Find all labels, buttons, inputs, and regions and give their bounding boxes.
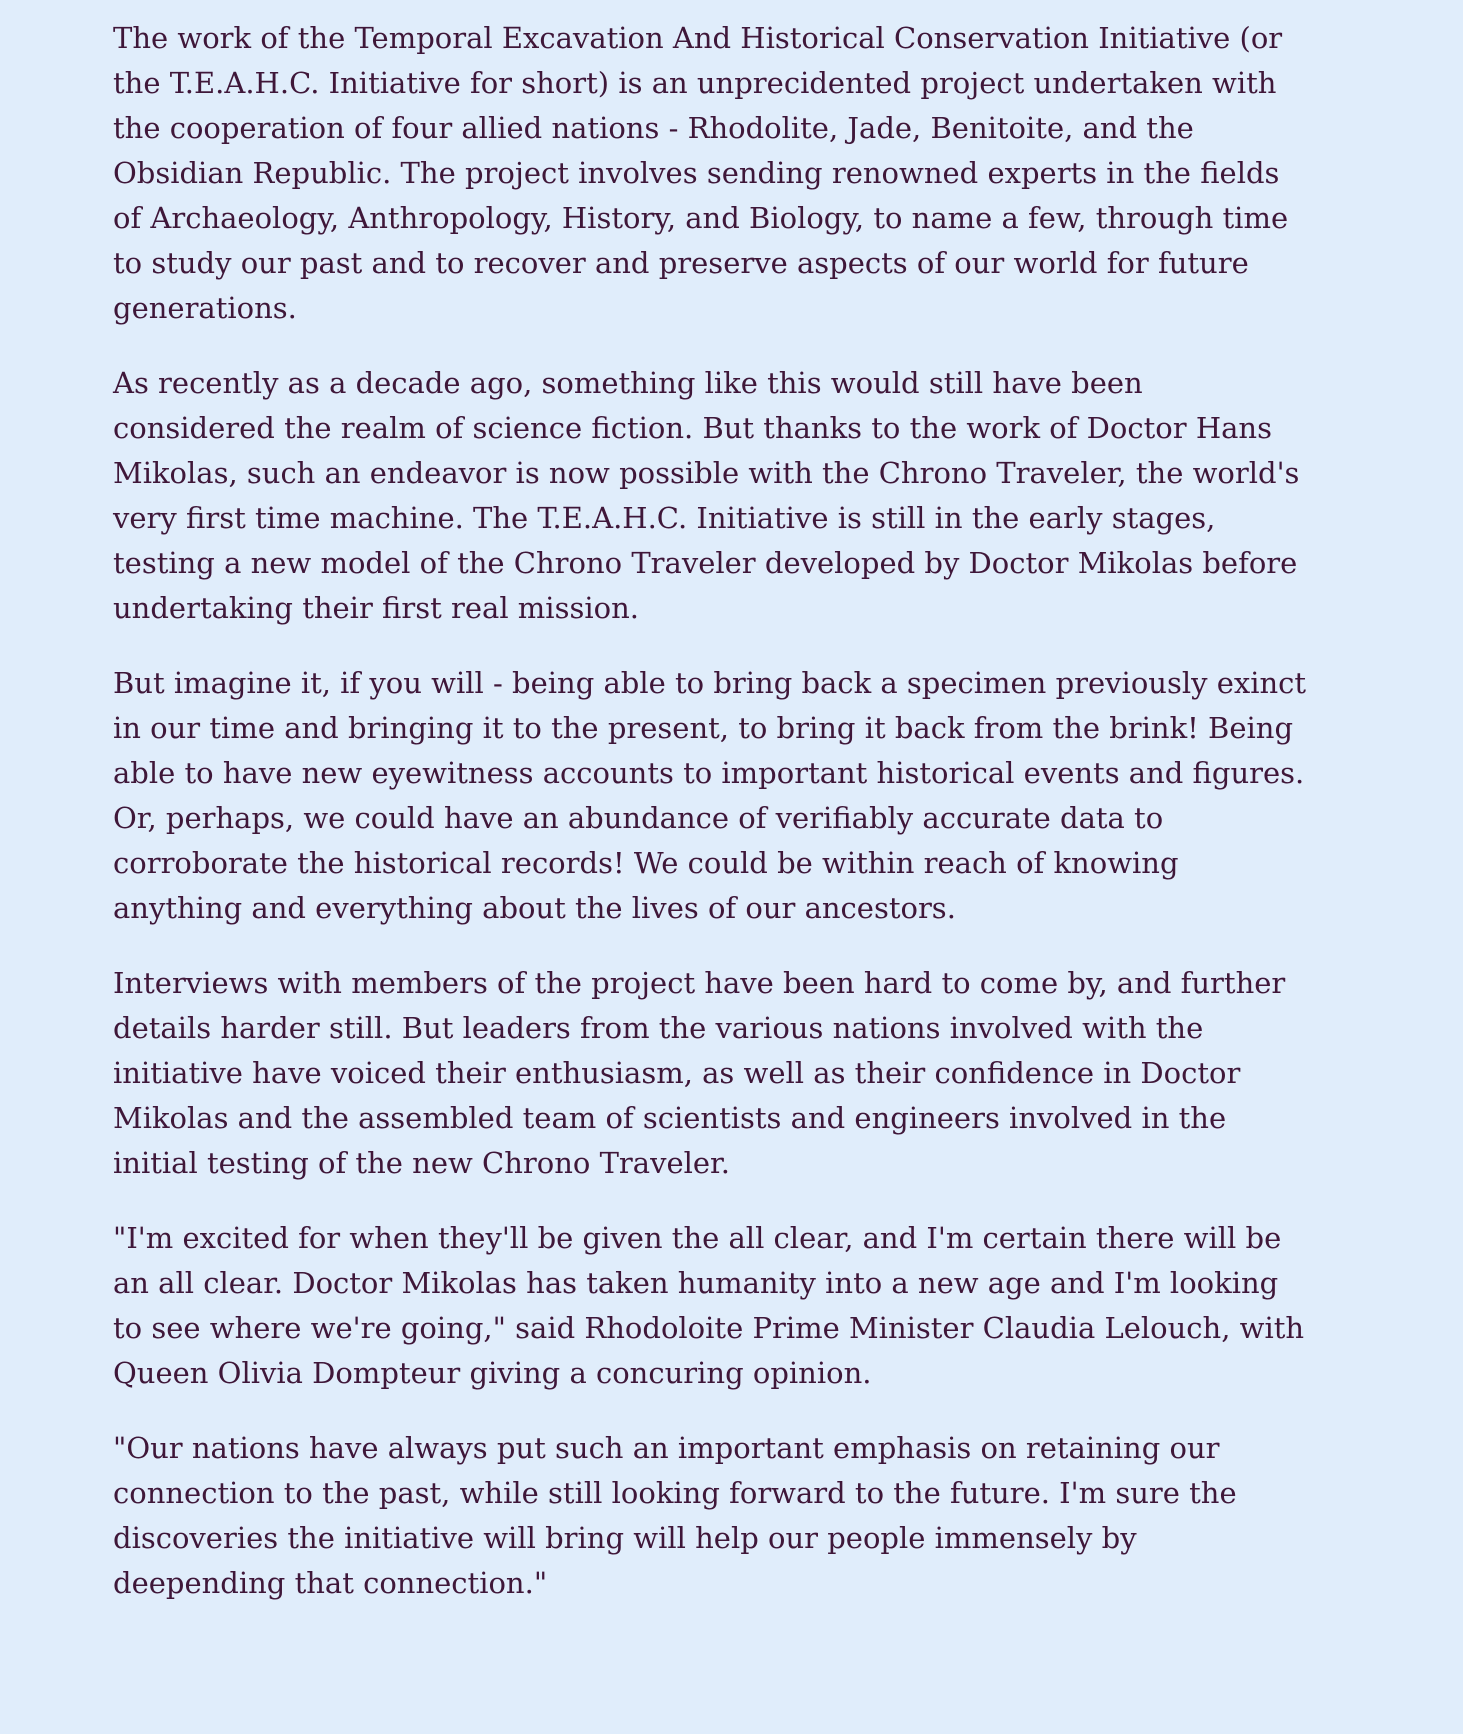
paragraph-quote-nations: "Our nations have always put such an important emphasis on retaining our connection to the past, while still looking forward to the future. I'm sure the discoveries the initiative will bring will help our people immensely by deepending that connection." [113,1431,1237,1600]
paragraph-possibilities: But imagine it, if you will - being able to bring back a specimen previously exinct in our time and bringing it to the present, to bring it back from the brink! Being able to have new eyewitness accounts to important historical events and figures. Or, perhaps, we could have an abundance of verifiably accurate data to corroborate the historical records! We could be within reach of knowing anything and everything about the lives of our ancestors. [113,666,1307,925]
paragraph-quote-lelouch: "I'm excited for when they'll be given the all clear, and I'm certain there will be an all clear. Doctor Mikolas has taken humanity into a new age and I'm looking to see where we're going," said Rhodoloite Prime Minister Claudia Lelouch, with Queen Olivia Dompteur giving a concuring opinion. [113,1221,1305,1390]
paragraph-background: As recently as a decade ago, something like this would still have been considered the realm of science fiction. But thanks to the work of Doctor Hans Mikolas, such an endeavor is now possible with the Chrono Traveler, the world's very first time machine. The T.E.A.H.C. Initiative is still in the early stages, testing a new model of the Chrono Traveler developed by Doctor Mikolas before undertaking their first real mission. [113,366,1300,625]
paragraph-intro: The work of the Temporal Excavation And Historical Conservation Initiative (or the T.E.A.H.C. Initiative for short) is an unprecidented project undertaken with the cooperation of four allied nations - Rhodolite, Jade, Benitoite, and the Obsidian Republic. The project involves sending renowned experts in the fields of Archaeology, Anthropology, History, and Biology, to name a few, through time to study our past and to recover and preserve aspects of our world for future generations. [113,21,1289,325]
paragraph-interviews: Interviews with members of the project have been hard to come by, and further details harder still. But leaders from the various nations involved with the initiative have voiced their enthusiasm, as well as their confidence in Doctor Mikolas and the assembled team of scientists and engineers involved in the initial testing of the new Chrono Traveler. [113,966,1286,1180]
article-body [113,16,1313,1636]
